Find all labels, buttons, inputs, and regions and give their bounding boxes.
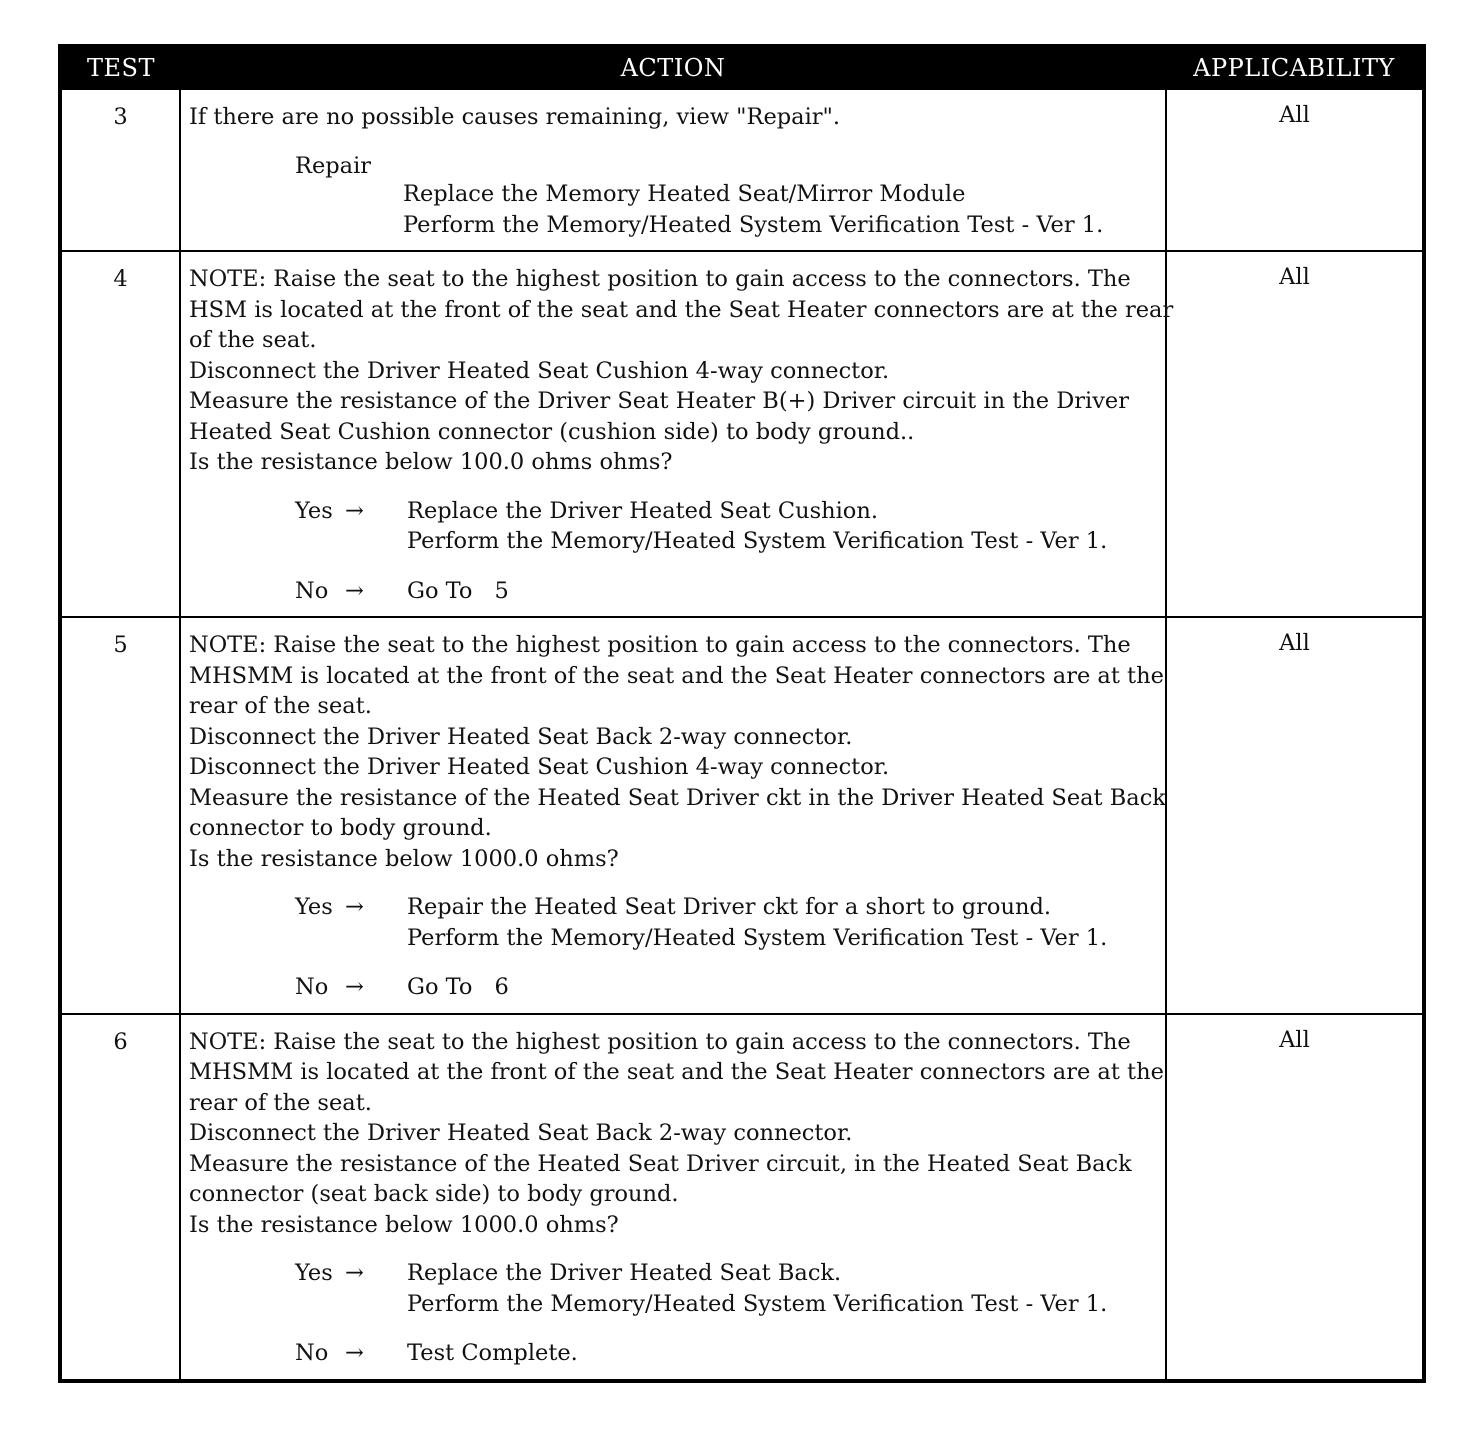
- goto-test-number: 6: [494, 974, 509, 1000]
- repair-step: Replace the Memory Heated Seat/Mirror Module: [403, 181, 966, 207]
- goto-label: Go To: [407, 577, 473, 604]
- action-cell: [180, 1014, 1166, 1381]
- action-text-line: Measure the resistance of the Heated Seat Driver ckt in the Driver Heated Seat Back: [189, 784, 1166, 811]
- action-text-line: Is the resistance below 1000.0 ohms?: [189, 1211, 619, 1238]
- action-text-line: HSM is located at the front of the seat and the Seat Heater connectors are at the rear: [189, 296, 1174, 323]
- arrow-right-icon: →: [345, 894, 364, 920]
- yes-branch: [189, 1258, 1159, 1319]
- action-text-line: Disconnect the Driver Heated Seat Cushion 4-way connector.: [189, 357, 890, 384]
- no-label: No: [295, 1340, 329, 1366]
- action-text-line: connector (seat back side) to body ground.: [189, 1181, 679, 1207]
- action-text-line: of the seat.: [189, 327, 317, 353]
- action-text-line: Disconnect the Driver Heated Seat Back 2-way connector.: [189, 723, 853, 750]
- table-row-test-4: [60, 251, 1424, 617]
- action-text-line: Is the resistance below 1000.0 ohms?: [189, 845, 619, 872]
- table-row-test-6: [60, 1014, 1424, 1381]
- yes-branch: [189, 496, 1159, 557]
- table-row-test-3: [60, 89, 1424, 251]
- action-text-line: rear of the seat.: [189, 693, 372, 719]
- action-cell: [180, 617, 1166, 1014]
- action-text-line: Is the resistance below 100.0 ohms ohms?: [189, 449, 673, 475]
- action-text-line: MHSMM is located at the front of the seat and the Seat Heater connectors are at the: [189, 662, 1164, 689]
- yes-result: Replace the Driver Heated Seat Cushion.: [407, 497, 878, 524]
- no-branch: [189, 576, 1159, 607]
- arrow-right-icon: →: [345, 1260, 364, 1286]
- action-text-line: Measure the resistance of the Driver Seat Heater B(+) Driver circuit in the Driver: [189, 388, 1129, 414]
- yes-label: Yes: [295, 497, 333, 524]
- action-text-line: Disconnect the Driver Heated Seat Back 2-way connector.: [189, 1120, 853, 1146]
- action-cell: [180, 89, 1166, 251]
- header-test: TEST: [60, 46, 180, 89]
- action-text-line: Measure the resistance of the Heated Seat Driver circuit, in the Heated Seat Back: [189, 1150, 1132, 1177]
- diagnostic-test-table: [58, 44, 1426, 1383]
- header-applicability: APPLICABILITY: [1166, 46, 1424, 89]
- arrow-right-icon: →: [345, 497, 364, 524]
- yes-result-followup: Perform the Memory/Heated System Verification Test - Ver 1.: [407, 528, 1108, 554]
- no-label: No: [295, 974, 329, 1000]
- action-cell: [180, 251, 1174, 617]
- yes-result: Replace the Driver Heated Seat Back.: [407, 1260, 842, 1286]
- applicability-value: All: [1166, 1014, 1424, 1381]
- yes-result-followup: Perform the Memory/Heated System Verification Test - Ver 1.: [407, 1290, 1108, 1317]
- table-header-row: [60, 46, 1424, 89]
- repair-step: Perform the Memory/Heated System Verification Test - Ver 1.: [403, 211, 1104, 238]
- arrow-right-icon: →: [345, 577, 364, 604]
- action-text-line: NOTE: Raise the seat to the highest position to gain access to the connectors. The: [189, 632, 1131, 658]
- no-label: No: [295, 577, 329, 604]
- table-row-test-5: [60, 617, 1424, 1014]
- no-result: [407, 576, 1159, 607]
- yes-result-followup: Perform the Memory/Heated System Verification Test - Ver 1.: [407, 924, 1108, 951]
- yes-branch: [189, 892, 1159, 953]
- action-text-line: Heated Seat Cushion connector (cushion side) to body ground..: [189, 418, 915, 445]
- applicability-value: All: [1166, 251, 1424, 617]
- action-text-line: connector to body ground.: [189, 815, 492, 841]
- action-text-line: NOTE: Raise the seat to the highest position to gain access to the connectors. The: [189, 266, 1131, 292]
- header-action: ACTION: [180, 46, 1166, 89]
- action-text-line: If there are no possible causes remaining, view "Repair".: [189, 104, 841, 130]
- arrow-right-icon: →: [345, 1340, 364, 1366]
- test-number: 5: [60, 617, 180, 1014]
- test-number: 6: [60, 1014, 180, 1381]
- test-number: 3: [60, 89, 180, 251]
- yes-result: Repair the Heated Seat Driver ckt for a short to ground.: [407, 894, 1051, 920]
- no-result: [407, 972, 1159, 1003]
- applicability-value: All: [1166, 617, 1424, 1014]
- no-result: Test Complete.: [407, 1340, 578, 1366]
- test-number: 4: [60, 251, 180, 617]
- yes-label: Yes: [295, 894, 333, 920]
- no-branch: [189, 1338, 1159, 1369]
- action-text-line: rear of the seat.: [189, 1089, 372, 1116]
- action-text-line: NOTE: Raise the seat to the highest position to gain access to the connectors. The: [189, 1028, 1131, 1055]
- applicability-value: All: [1166, 89, 1424, 251]
- goto-test-number: 5: [494, 577, 509, 604]
- no-branch: [189, 972, 1159, 1003]
- arrow-right-icon: →: [345, 974, 364, 1000]
- goto-label: Go To: [407, 974, 473, 1000]
- action-text-line: MHSMM is located at the front of the seat and the Seat Heater connectors are at the: [189, 1059, 1164, 1085]
- yes-label: Yes: [295, 1260, 333, 1286]
- repair-label: Repair: [295, 152, 372, 179]
- action-text-line: Disconnect the Driver Heated Seat Cushion 4-way connector.: [189, 754, 890, 780]
